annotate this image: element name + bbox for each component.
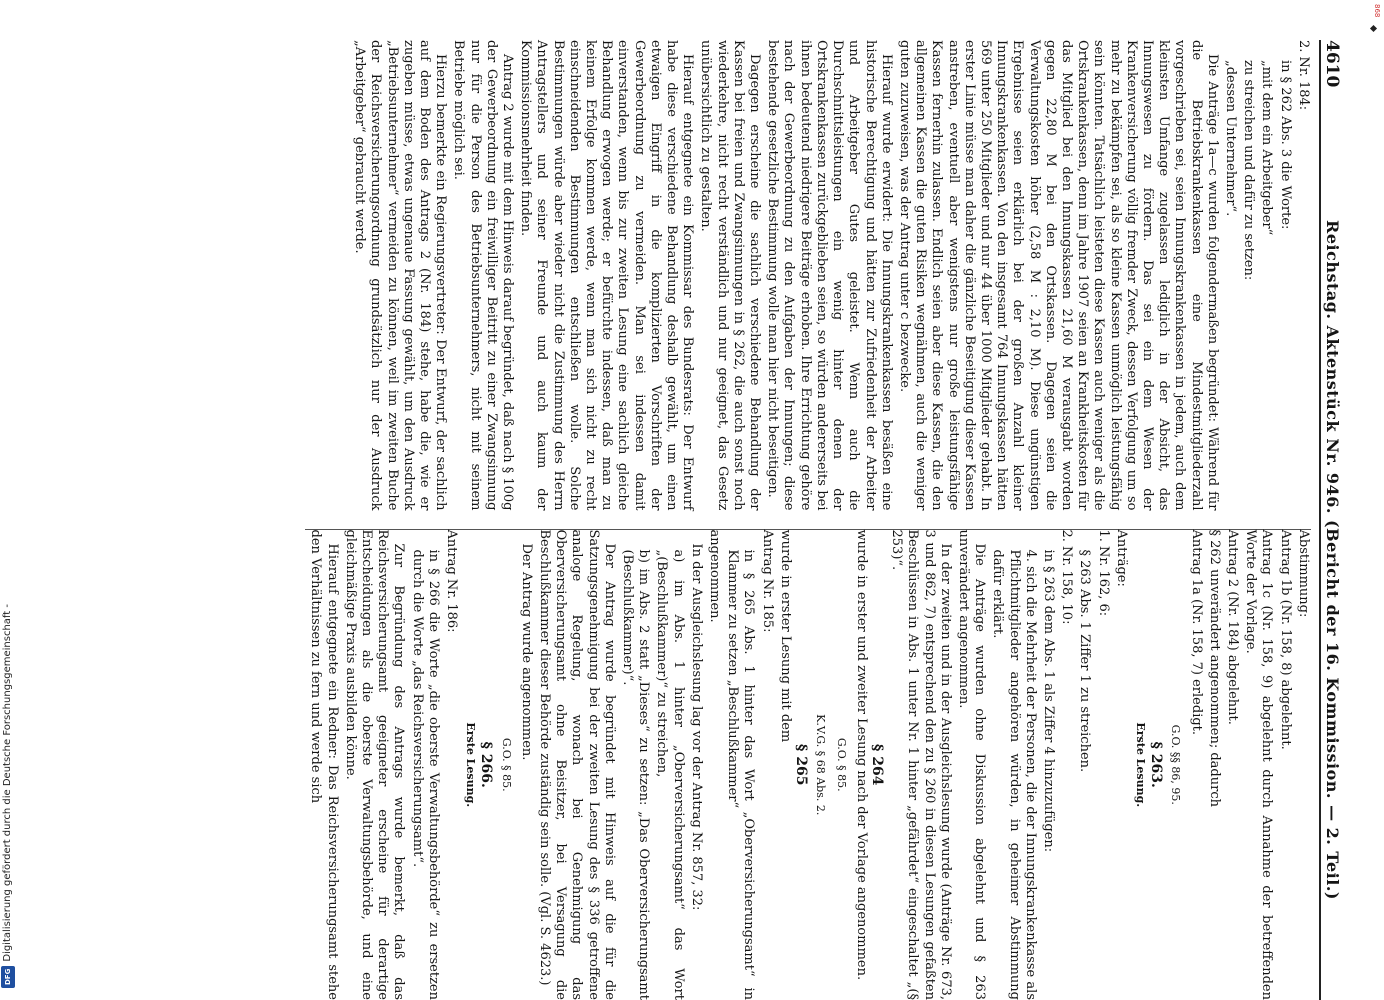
section-heading: § 266. — [478, 741, 495, 788]
scanned-page — [100, 40, 1340, 1000]
source-reference: G.O. §§ 86, 95. — [1169, 724, 1183, 805]
paragraph: a) im Abs. 1 hinter „Oberversicherungsamt“ das Wort „(Beschlußkammer)“ zu streichen, — [654, 549, 686, 1000]
paragraph: Zur Begründung des Antrags wurde bemerkt, daß das Reichsversicherungsamt geeigneter erscheine für derartige Entscheidungen als die oberste Verwaltungsbehörde, und eine gleichmäßige Praxis ausbilden könne. — [342, 529, 407, 1000]
source-reference: K.V.G. § 68 Abs. 2. — [814, 714, 828, 816]
reading-label: Erste Lesung. — [464, 722, 478, 808]
paragraph: Hierzu bemerkte ein Regierungsvertreter: Der Entwurf, der sachlich auf dem Boden des Antrags 2 (Nr. 184) stehe, habe die, wie er zugeben müsse, etwas ungenaue Fassung gewählt, um den Ausdruck „Betriebsunternehmer“ vermeiden zu können, weil im zweiten Buche der Reichsversicherungsordnung grundsätzlich nur der Ausdruck „Arbeitgeber“ gebraucht werde. — [352, 40, 449, 511]
paragraph: b) im Abs. 2 statt „Dieses“ zu setzen: „Das Oberversicherungsamt (Beschlußkammer)“. — [620, 549, 652, 1000]
viewer-right-strip — [1366, 0, 1384, 1000]
paragraph: Antrag 1c (Nr. 158, 9) abgelehnt durch Annahme der betreffenden Worte der Vorlage. — [1243, 529, 1275, 1000]
reading-label: Erste Lesung. — [1133, 722, 1147, 808]
paragraph: § 263 Abs. 1 Ziffer 1 zu streichen. — [1077, 549, 1093, 773]
section-heading: § 265 — [793, 744, 810, 786]
paragraph: Antrag 2 (Nr. 184) abgelehnt. — [1224, 529, 1240, 725]
paragraph: 4. sich die Mehrheit der Personen, die der Innungskrankenkasse als Pflichtmitglieder angehören würden, in geheimer Abstimmung dafür erklärt. — [990, 549, 1038, 1000]
paragraph: Anträge: — [1113, 529, 1129, 587]
paragraph: Der Antrag wurde begründet mit Hinweis auf die für die Satzungsgenehmigung bei der zweiten Lesung des § 336 getroffene analoge Regelung, wonach bei Genehmigung das Oberversicherungsamt ohne Beisitzer, bei Versagung die Beschlußkammer dieser Behörde zuständig sein solle. (Vgl. S. 4623.) — [537, 529, 617, 1000]
paragraph: „dessen Unternehmer“. — [1222, 60, 1238, 217]
credit-text: Digitalisierung gefördert durch die Deutsche Forschungsgemeinschaft - — [2, 604, 13, 962]
paragraph: wurde in erster Lesung mit dem — [777, 529, 793, 743]
paragraph: § 262 unverändert angenommen; dadurch — [1206, 529, 1222, 807]
page-id-label: 868 — [1373, 4, 1381, 18]
paragraph: „mit dem ein Arbeitgeber“ — [1259, 60, 1275, 236]
right-column — [305, 529, 1311, 1000]
paragraph: In der Ausgleichslesung lag vor der Antrag Nr. 857, 32: — [688, 543, 704, 911]
paragraph: Hierauf wurde erwidert: Die Innungskrankenkassen besäßen eine historische Berechtigung und hätten zur Zufriedenheit der Arbeiter und Arbeitgeber Gutes geleistet. Wenn auch die Durchschnittsleistungen ein wenig hinter denen der Ortskrankenkassen zurückgeblieben seien, so würden andererseits bei ihnen bedeutend niedrigere Beiträge erhoben. Ihre Errichtung gehöre nach der Gewerbeordnung zu den Aufgaben der Innungen; diese bestehende gesetzliche Bestimmung wolle man hier nicht beseitigen. — [765, 40, 894, 511]
paragraph: Antrag Nr. 185: — [759, 529, 775, 633]
paragraph: in § 262 Abs. 3 die Worte: — [1277, 60, 1293, 230]
corner-arrow-icon — [1370, 25, 1377, 32]
source-reference: G.O. § 85. — [499, 737, 513, 792]
paragraph: Abstimmung: — [1295, 529, 1311, 618]
paragraph: wurde in erster und zweiter Lesung nach der Vorlage angenommen. — [853, 529, 869, 981]
paragraph: in § 265 Abs. 1 hinter das Wort „Oberversicherungsamt“ in Klammer zu setzen „Beschlußkammer“ — [725, 549, 757, 1000]
page-number: 4610 — [1322, 40, 1342, 88]
paragraph: Antrag 2 wurde mit dem Hinweis darauf begründet, daß nach § 100g der Gewerbeordnung ein freiwilliger Beitritt zu einer Zwangsinnung nur für die Person des Betriebsunternehmers, nicht mit seinem Betriebe möglich sei. — [451, 40, 516, 511]
dfg-logo: DFG — [1, 966, 15, 988]
source-reference: G.O. § 85. — [834, 737, 848, 792]
paragraph: Hierauf entgegnete ein Kommissar des Bundesrats: Der Entwurf habe diese verschiedene Behandlung deshalb gewählt, um einen etwaigen Eingriff in die komplizierten Vorschriften der Gewerbeordnung zu vermeiden. Man sei indessen damit einverstanden, wenn bis zur zweiten Lesung eine sachlich gleiche Behandlung erwogen werde; er befürchte indessen, daß man zu keinem Erfolge kommen werde, wenn man sich nicht zu recht einschneidenden Bestimmungen entschließen wolle. Solche Bestimmungen würde aber wieder nicht die Zustimmung des Herrn Antragstellers und seiner Freunde und auch kaum der Kommissionsmehrheit finden. — [518, 40, 696, 511]
paragraph: Antrag 1b (Nr. 158, 8) abgelehnt. — [1277, 529, 1293, 750]
paragraph: Dagegen erscheine die sachlich verschiedene Behandlung der Kassen bei freien und Zwangsinnungen in § 262, die auch sonst noch wiederkehre, nicht recht verständlich und nur geeignet, das Gesetz unübersichtlich zu gestalten. — [698, 40, 763, 511]
scanned-page-area — [100, 40, 1340, 1000]
paragraph: In der zweiten und in der Ausgleichslesung wurde (Anträge Nr. 673, 3 und 862, 7) entsprechend den zu § 260 in diesen Lesungen gefaßten Beschlüssen in Abs. 1 unter Nr. 1 hinter „gefährdet“ eingeschaltet „(§ 253)“. — [889, 529, 953, 1000]
section-heading: § 264 — [868, 744, 885, 786]
text-columns — [305, 40, 1311, 1000]
paragraph: Hierauf entgegnete ein Redner: Das Reichsversicherungsamt stehe den Verhältnissen zu fern und werde sich — [308, 529, 340, 1000]
paragraph: Antrag Nr. 186: — [444, 529, 460, 633]
paragraph: Antrag 1a (Nr. 158, 7) erledigt. — [1188, 529, 1204, 736]
paragraph: in § 266 die Worte „die oberste Verwaltungsbehörde“ zu ersetzen durch die Worte „das Reichsversicherungsamt“. — [409, 549, 441, 1000]
paragraph: angenommen. — [707, 529, 723, 623]
page-header — [1319, 40, 1340, 1000]
paragraph: 1. Nr. 162, 6: — [1095, 529, 1111, 617]
left-column — [305, 40, 1311, 511]
paragraph: Der Antrag wurde angenommen. — [518, 543, 534, 761]
paragraph: in § 263 dem Abs. 1 als Ziffer 4 hinzuzufügen: — [1040, 549, 1056, 853]
page-title: Reichstag. Aktenstück Nr. 946. (Bericht der 16. Kommission. — 2. Teil.) — [1323, 220, 1342, 900]
section-heading: § 263. — [1148, 741, 1165, 788]
paragraph: Die Anträge 1a—c wurden folgendermaßen begründet: Während für die Betriebskrankenkassen eine Mindestmitgliederzahl vorgeschrieben sei, seien Innungskrankenkassen in jedem, auch dem kleinsten Umfange zugelassen lediglich in der Absicht, das Innungswesen zu fördern. Das sei ein dem Wesen der Krankenversicherung völlig fremder Zweck, dessen Verfolgung um so mehr zu bekämpfen sei, als so kleine Kassen unmöglich leistungsfähig sein könnten. Tatsächlich leisteten diese Kassen auch weniger als die Ortskrankenkassen, denn im Jahre 1907 seien an Krankheitskosten für das Mitglied bei den Innungskassen 21,60 M verausgabt worden gegen 22,80 M bei den Ortskassen. Dagegen seien die Verwaltungskosten höher (2,58 M : 2,10 M). Diese ungünstigen Ergebnisse seien erklärlich bei der großen Anzahl kleiner Innungskrankenkassen. Von den insgesamt 764 Innungskassen hätten 569 unter 250 Mitglieder und nur 44 über 1000 Mitglieder gehabt. In erster Linie müsse man daher die gänzliche Beseitigung dieser Kassen anstreben, eventuell aber wenigstens nur große leistungsfähige Kassen fernerhin zulassen. Endlich seien aber diese Kassen, die den allgemeinen Kassen die guten Risiken wegnähmen, auch die weniger guten zuzuweisen, was der Antrag unter c bezwecke. — [896, 40, 1220, 511]
paragraph: zu streichen und dafür zu setzen: — [1241, 60, 1257, 281]
paragraph: 2. Nr. 184: — [1295, 40, 1311, 111]
paragraph: 2. Nr. 158, 10: — [1059, 529, 1075, 625]
credit-strip — [0, 550, 18, 990]
paragraph: Die Anträge wurden ohne Diskussion abgelehnt und § 263 unverändert angenommen. — [955, 529, 988, 1000]
